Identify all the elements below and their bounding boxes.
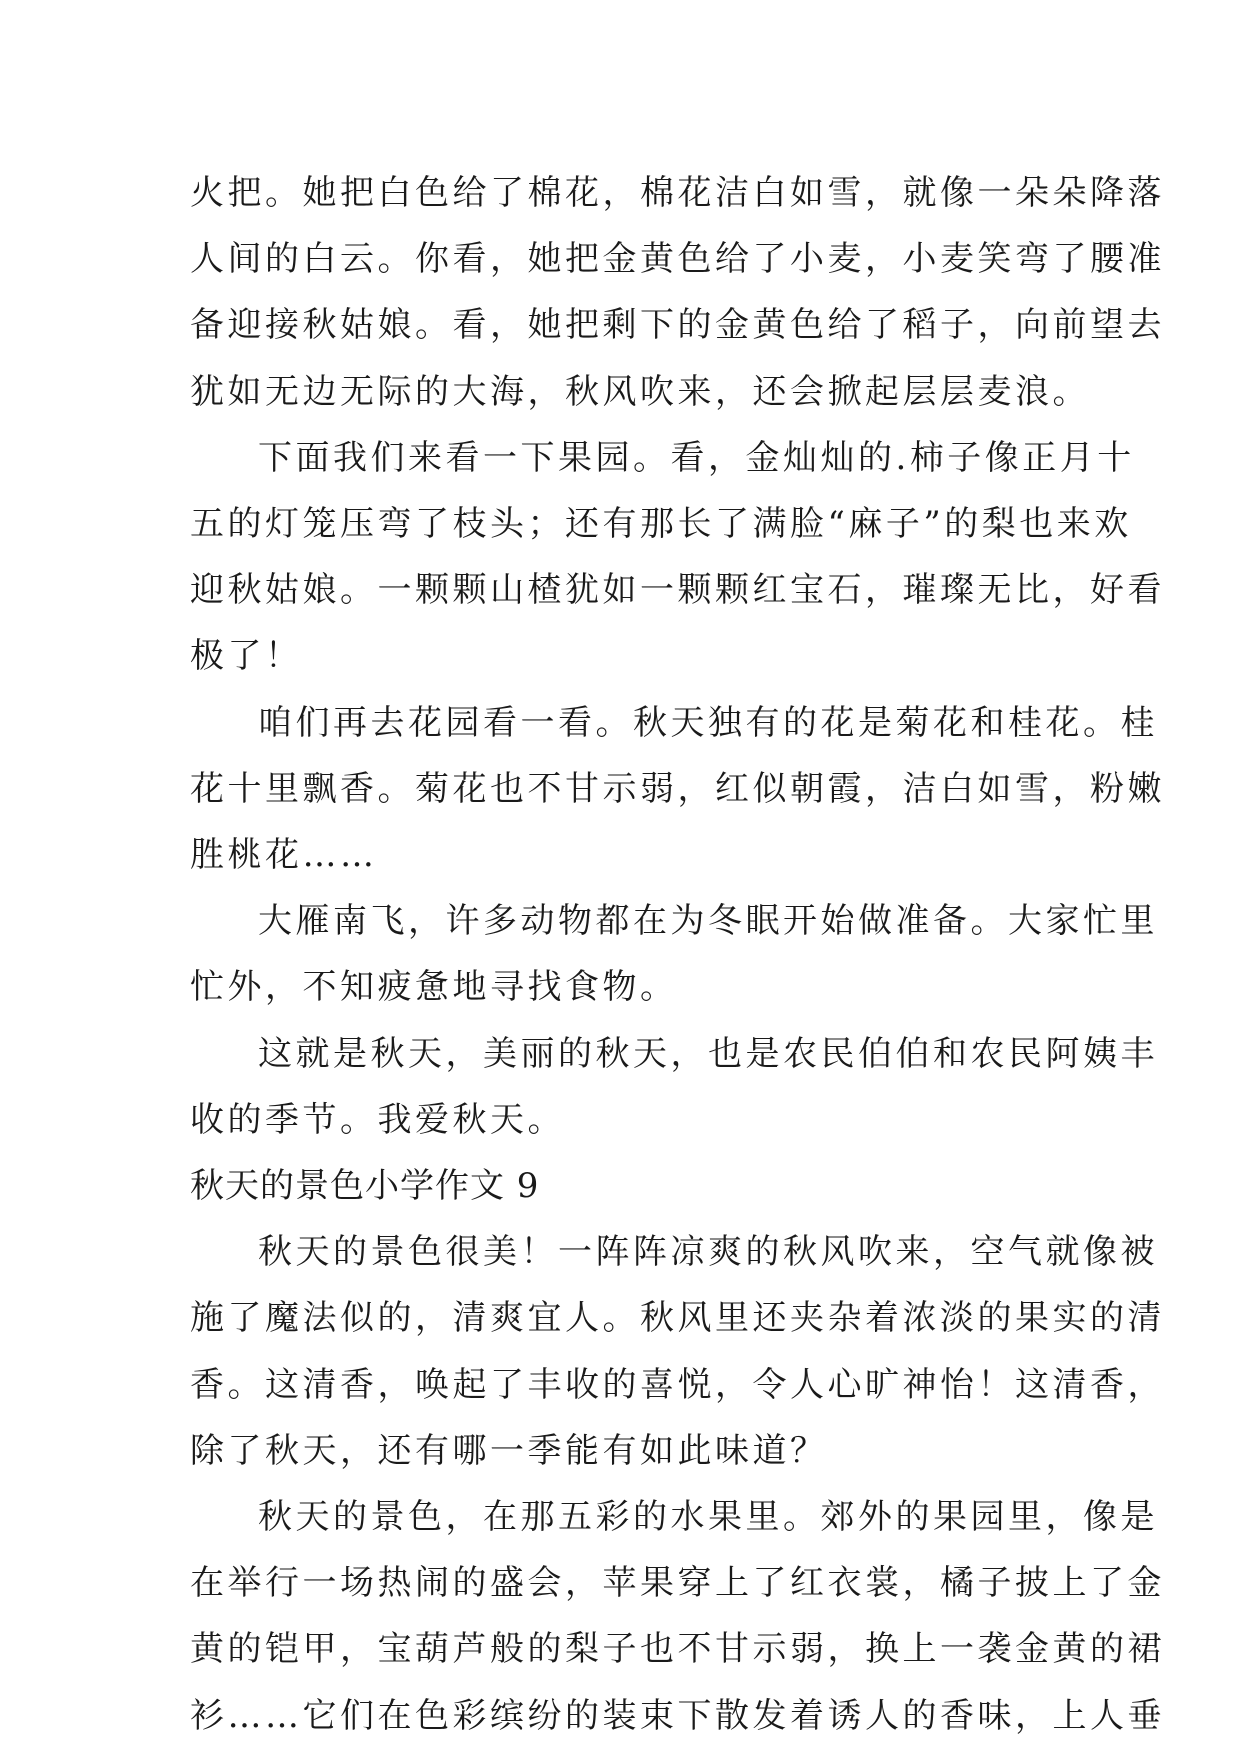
text-line: 五的灯笼压弯了枝头；还有那长了满脸“麻子”的梨也来欢	[190, 504, 1132, 545]
text-line: 黄的铠甲，宝葫芦般的梨子也不甘示弱，换上一袭金黄的裙	[190, 1629, 1165, 1670]
heading-line: 秋天的景色小学作文 9	[190, 1166, 540, 1207]
text-line: 下面我们来看一下果园。看，金灿灿的.柿子像正月十	[258, 437, 1135, 478]
text-line: 秋天的景色很美！一阵阵凉爽的秋风吹来，空气就像被	[258, 1232, 1158, 1273]
text-line: 胜桃花……	[190, 835, 378, 876]
text-line: 香。这清香，唤起了丰收的喜悦，令人心旷神怡！这清香，	[190, 1364, 1165, 1405]
text-line: 衫……它们在色彩缤纷的装束下散发着诱人的香味，上人垂	[190, 1695, 1165, 1736]
paragraph-colorful-fruits	[190, 1484, 1165, 1749]
text-line: 施了魔法似的，清爽宜人。秋风里还夹杂着浓淡的果实的清	[190, 1298, 1165, 1339]
text-line: 极了！	[190, 636, 303, 677]
text-line: 忙外，不知疲惫地寻找食物。	[190, 967, 678, 1008]
paragraph-animals	[190, 888, 1158, 1020]
text-line: 收的季节。我爱秋天。	[190, 1099, 565, 1140]
text-line: 花十里飘香。菊花也不甘示弱，红似朝霞，洁白如雪，粉嫩	[190, 768, 1165, 809]
document-body	[190, 160, 1165, 1749]
text-line: 犹如无边无际的大海，秋风吹来，还会掀起层层麦浪。	[190, 371, 1090, 412]
text-line: 咱们再去花园看一看。秋天独有的花是菊花和桂花。桂	[258, 702, 1158, 743]
paragraph-harvest-fields	[190, 160, 1165, 425]
paragraph-autumn-breeze	[190, 1219, 1165, 1484]
text-line: 除了秋天，还有哪一季能有如此味道？	[190, 1430, 828, 1471]
text-line: 秋天的景色，在那五彩的水果里。郊外的果园里，像是	[258, 1497, 1158, 1538]
text-line: 大雁南飞，许多动物都在为冬眠开始做准备。大家忙里	[258, 901, 1158, 942]
text-line: 人间的白云。你看，她把金黄色给了小麦，小麦笑弯了腰准	[190, 239, 1165, 280]
paragraph-flower-garden	[190, 690, 1165, 889]
essay-title	[190, 1153, 1060, 1219]
paragraph-orchard	[190, 425, 1165, 690]
text-line: 备迎接秋姑娘。看，她把剩下的金黄色给了稻子，向前望去	[190, 305, 1165, 346]
text-line: 在举行一场热闹的盛会，苹果穿上了红衣裳，橘子披上了金	[190, 1563, 1165, 1604]
text-line: 这就是秋天，美丽的秋天，也是农民伯伯和农民阿姨丰	[258, 1033, 1158, 1074]
text-line: 火把。她把白色给了棉花，棉花洁白如雪，就像一朵朵降落	[190, 173, 1165, 213]
paragraph-conclusion	[190, 1021, 1158, 1153]
text-line: 迎秋姑娘。一颗颗山楂犹如一颗颗红宝石，璀璨无比，好看	[190, 570, 1165, 611]
